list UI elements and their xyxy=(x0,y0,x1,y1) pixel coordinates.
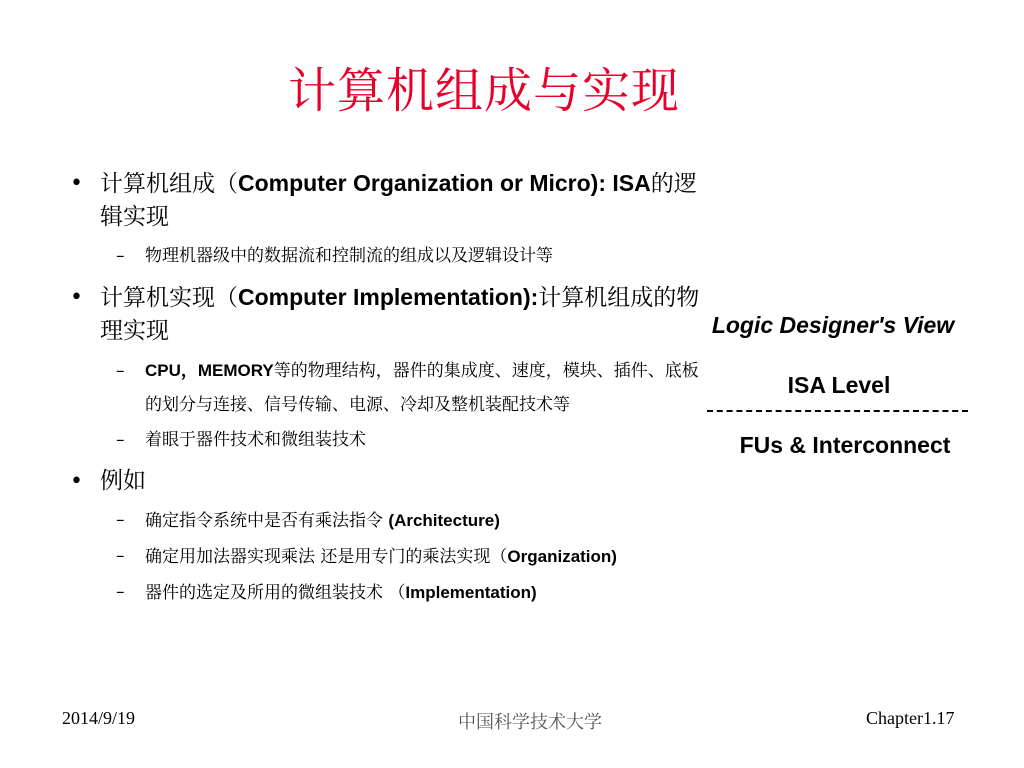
footer-chapter: Chapter1.17 xyxy=(866,708,955,728)
bullet-text-en: Computer Implementation): xyxy=(238,284,539,310)
sub-bullet-en: CPU，MEMORY xyxy=(145,361,274,380)
footer-school: 中国科学技术大学 xyxy=(458,712,602,732)
sub-bullet-dash: – xyxy=(116,582,125,602)
sub-bullet-text: 物理机器级中的数据流和控制流的组成以及逻辑设计等 xyxy=(145,246,553,266)
bullet-dot: • xyxy=(70,469,83,494)
isa-level-label: ISA Level xyxy=(787,372,891,398)
sub-bullet-physical xyxy=(70,354,710,422)
bullet-dot: • xyxy=(70,171,83,196)
sub-bullet-en: Implementation) xyxy=(405,583,537,602)
logic-designer-view-label: Logic Designer's View xyxy=(711,312,955,338)
sub-bullet-text: 确定指令系统中是否有乘法指令 xyxy=(145,511,383,531)
sub-bullet-architecture xyxy=(70,504,710,538)
sub-bullet-dash: – xyxy=(116,430,125,450)
footer-date: 2014/9/19 xyxy=(62,708,136,728)
bullet-organization xyxy=(70,167,710,234)
sub-bullet-organization xyxy=(70,540,710,574)
sub-bullet-en: Organization) xyxy=(507,547,617,566)
bullet-implementation xyxy=(70,281,710,348)
bullet-text-cn: 计算机实现（ xyxy=(100,285,238,311)
dashed-divider xyxy=(707,410,968,412)
sub-bullet-dash: – xyxy=(116,361,125,381)
sub-bullet-en: (Architecture) xyxy=(388,511,500,530)
sub-bullet-text: 确定用加法器实现乘法 还是用专门的乘法实现（ xyxy=(145,547,508,567)
sub-bullet-text: 着眼于器件技术和微组装技术 xyxy=(145,430,366,450)
sub-bullet-text: 器件的选定及所用的微组装技术 （ xyxy=(145,583,406,603)
sub-bullet-dash: – xyxy=(116,510,125,530)
slide-content xyxy=(70,167,710,612)
bullet-dot: • xyxy=(70,285,83,310)
slide-title: 计算机组成与实现 xyxy=(287,63,680,119)
bullet-text-en: Computer Organization or Micro): ISA xyxy=(238,170,651,196)
bullet-text-cn: 计算机组成（ xyxy=(100,171,238,197)
fus-interconnect-label: FUs & Interconnect xyxy=(739,432,951,458)
sub-bullet-microassembly xyxy=(70,424,710,457)
bullet-text-cn-tail: 的逻辑实现 xyxy=(100,171,697,230)
sub-bullet-dataflow xyxy=(70,240,710,273)
bullet-text-cn-tail: 计算机组成的物理实现 xyxy=(100,285,700,344)
bullet-text-cn: 例如 xyxy=(100,468,146,494)
sub-bullet-text: 等的物理结构，器件的集成度、速度，模块、插件、底板的划分与连接、信号传输、电源、冷却及整机装配技术等 xyxy=(145,361,699,415)
sub-bullet-implementation xyxy=(70,576,710,610)
bullet-example xyxy=(70,465,710,498)
sub-bullet-dash: – xyxy=(116,546,125,566)
sub-bullet-dash: – xyxy=(116,246,125,266)
